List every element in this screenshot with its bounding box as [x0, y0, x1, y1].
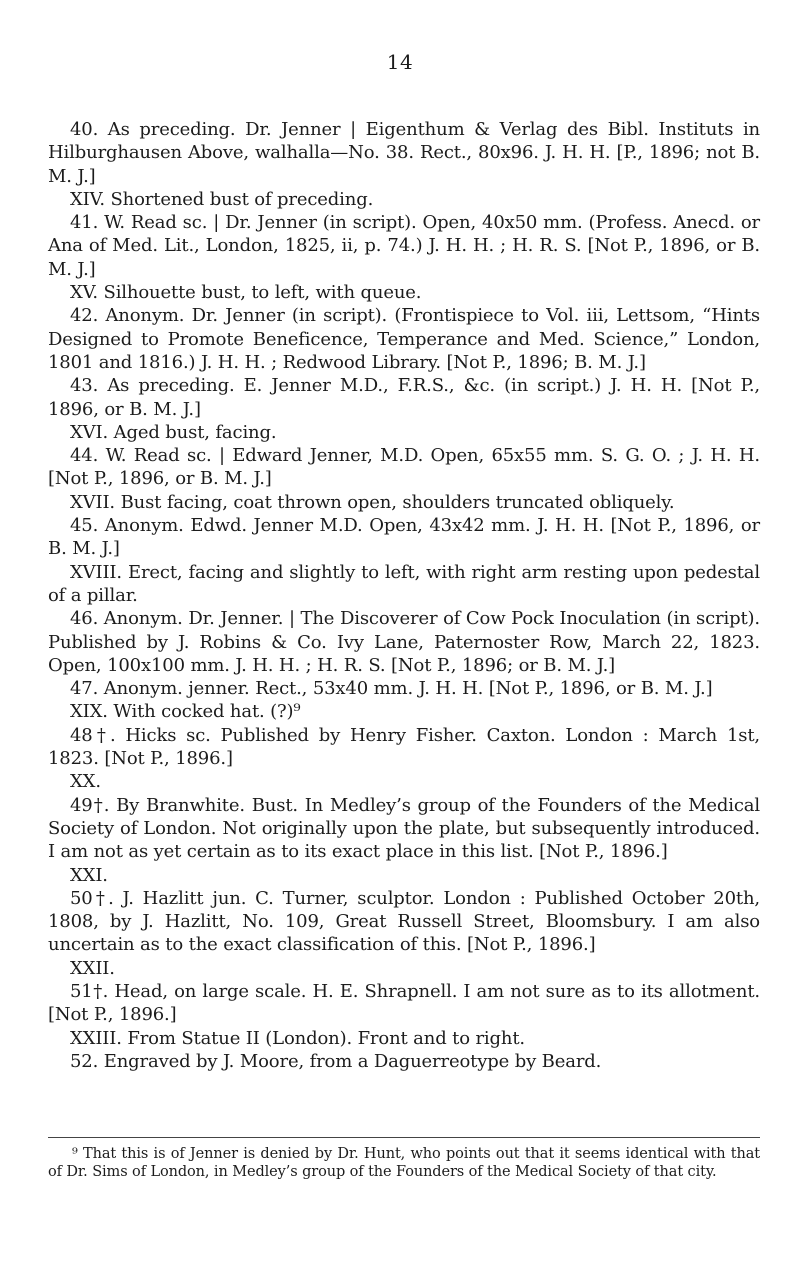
footnote	[48, 1146, 760, 1181]
footnote-text: ⁹ That this is of Jenner is denied by Dr. Hunt, who points out that it seems identical with that of Dr. Sims of London, in Medley’s group of the Founders of the Medical Society of that city.	[48, 1146, 760, 1180]
paragraph: 41. W. Read sc. | Dr. Jenner (in script). Open, 40x50 mm. (Profess. Anecd. or Ana of Med. Lit., London, 1825, ii, p. 74.) J. H. H. ; H. R. S. [Not P., 1896, or B. M. J.]	[48, 212, 760, 280]
paragraph: XV. Silhouette bust, to left, with queue.	[70, 282, 422, 304]
paragraph: XXII.	[70, 957, 115, 979]
page-number: 14	[386, 50, 414, 74]
paragraph: XIV. Shortened bust of preceding.	[70, 188, 374, 210]
paragraph: 50†. J. Hazlitt jun. C. Turner, sculptor. London : Published October 20th, 1808, by J. Hazlitt, No. 109, Great Russell Street, Bloomsbury. I am also uncertain as to the exact classification of this. [Not P., 1896.]	[48, 887, 760, 956]
paragraph: 40. As preceding. Dr. Jenner | Eigenthum & Verlag des Bibl. Instituts in Hilburghausen Above, walhalla—No. 38. Rect., 80x96. J. H. H. [P., 1896; not B. M. J.]	[48, 119, 760, 187]
footnote-divider	[48, 1137, 760, 1138]
paragraph: 43. As preceding. E. Jenner M.D., F.R.S., &c. (in script.) J. H. H. [Not P., 1896, or B. M. J.]	[48, 375, 760, 420]
paragraph: XX.	[70, 771, 101, 793]
paragraph: XVII. Bust facing, coat thrown open, shoulders truncated obliquely.	[70, 491, 675, 513]
paragraph: 45. Anonym. Edwd. Jenner M.D. Open, 43x42 mm. J. H. H. [Not P., 1896, or B. M. J.]	[48, 515, 760, 560]
paragraph: 48†. Hicks sc. Published by Henry Fisher. Caxton. London : March 1st, 1823. [Not P., 1896.]	[48, 724, 760, 770]
paragraph: XXIII. From Statue II (London). Front and to right.	[70, 1027, 526, 1049]
paragraph: 47. Anonym. jenner. Rect., 53x40 mm. J. H. H. [Not P., 1896, or B. M. J.]	[70, 678, 713, 700]
paragraph: 52. Engraved by J. Moore, from a Daguerreotype by Beard.	[70, 1050, 602, 1072]
paragraph: 46. Anonym. Dr. Jenner. | The Discoverer of Cow Pock Inoculation (in script). Published by J. Robins & Co. Ivy Lane, Paternoster Row, March 22, 1823. Open, 100x100 mm. J. H. H. ; H. R. S. [Not P., 1896; or B. M. J.]	[48, 608, 760, 676]
paragraph: XVIII. Erect, facing and slightly to left, with right arm resting upon pedestal of a pillar.	[48, 561, 760, 606]
paragraph: XXI.	[70, 864, 108, 886]
paragraph: XVI. Aged bust, facing.	[70, 421, 277, 443]
paragraph: XIX. With cocked hat. (?)⁹	[70, 701, 301, 723]
paragraph: 44. W. Read sc. | Edward Jenner, M.D. Open, 65x55 mm. S. G. O. ; J. H. H. [Not P., 1896, or B. M. J.]	[48, 445, 760, 490]
paragraph: 51†. Head, on large scale. H. E. Shrapnell. I am not sure as to its allotment. [Not P., 1896.]	[48, 980, 760, 1026]
paragraph: 42. Anonym. Dr. Jenner (in script). (Frontispiece to Vol. iii, Lettsom, “Hints Designed to Promote Beneficence, Temperance and Med. Science,” London, 1801 and 1816.) J. H. H. ; Redwood Library. [Not P., 1896; B. M. J.]	[48, 305, 760, 373]
body-text	[48, 118, 760, 1073]
paragraph: 49†. By Branwhite. Bust. In Medley’s group of the Founders of the Medical Society of London. Not originally upon the plate, but subsequently introduced. I am not as yet certain as to its exact place in this list. [Not P., 1896.]	[48, 794, 760, 863]
